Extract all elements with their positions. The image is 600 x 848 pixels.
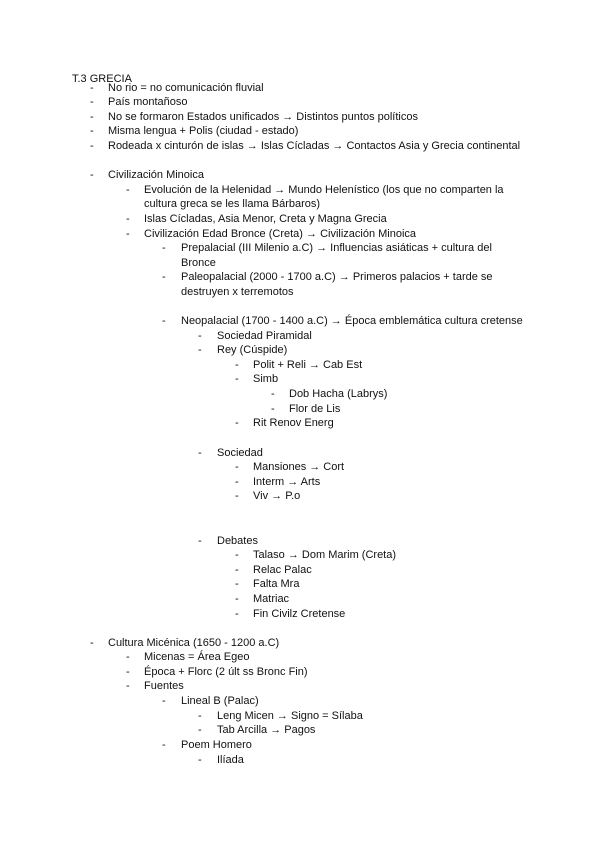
outline-item: Sociedad: [217, 447, 263, 459]
outline-item: Neopalacial (1700 - 1400 a.C) → Época emblemática cultura cretense: [181, 315, 523, 327]
bullet-dash: -: [235, 490, 239, 502]
outline-item: Civilización Minoica: [108, 169, 204, 181]
bullet-dash: -: [126, 213, 130, 225]
bullet-dash: -: [235, 373, 239, 385]
bullet-dash: -: [271, 403, 275, 415]
outline-item: Fuentes: [144, 680, 184, 692]
outline-item: Polit + Reli → Cab Est: [253, 359, 363, 371]
bullet-dash: -: [198, 724, 202, 736]
outline-item: Talaso → Dom Marim (Creta): [253, 549, 397, 561]
bullet-dash: -: [126, 228, 130, 240]
bullet-dash: -: [198, 330, 202, 342]
outline-item: Fin Civilz Cretense: [253, 608, 346, 620]
outline-item: Prepalacial (III Milenio a.C) → Influencias asiáticas + cultura del: [181, 242, 492, 254]
bullet-dash: -: [235, 564, 239, 576]
outline-item: Paleopalacial (2000 - 1700 a.C) → Primeros palacios + tarde se: [181, 271, 493, 283]
outline-item: Rit Renov Energ: [253, 417, 334, 429]
bullet-dash: -: [90, 637, 94, 649]
document-title: T.3 GRECIA: [72, 73, 132, 85]
bullet-dash: -: [90, 125, 94, 137]
bullet-dash: -: [90, 82, 94, 94]
bullet-dash: -: [198, 710, 202, 722]
bullet-dash: -: [235, 476, 239, 488]
outline-item: País montañoso: [108, 96, 188, 108]
outline-item: Bronce: [181, 257, 216, 269]
outline-item: Matriac: [253, 593, 290, 605]
bullet-dash: -: [162, 315, 166, 327]
bullet-dash: -: [198, 754, 202, 766]
outline-item: Relac Palac: [253, 564, 312, 576]
outline-item: Debates: [217, 535, 258, 547]
outline-item: Evolución de la Helenidad → Mundo Helenístico (los que no comparten la: [144, 184, 504, 196]
outline-item: Dob Hacha (Labrys): [289, 388, 388, 400]
outline-item: No se formaron Estados unificados → Distintos puntos políticos: [108, 111, 418, 123]
bullet-dash: -: [235, 549, 239, 561]
outline-item: Tab Arcilla → Pagos: [217, 724, 316, 736]
outline-item: Islas Cícladas, Asia Menor, Creta y Magna Grecia: [144, 213, 387, 225]
bullet-dash: -: [90, 169, 94, 181]
outline-item: Simb: [253, 373, 279, 385]
bullet-dash: -: [90, 96, 94, 108]
bullet-dash: -: [235, 593, 239, 605]
bullet-dash: -: [126, 680, 130, 692]
outline-item: No rio = no comunicación fluvial: [108, 82, 264, 94]
outline-item: Mansiones → Cort: [253, 461, 345, 473]
bullet-dash: -: [162, 242, 166, 254]
bullet-dash: -: [126, 666, 130, 678]
outline-item: Flor de Lis: [289, 403, 341, 415]
bullet-dash: -: [126, 651, 130, 663]
outline-item: Falta Mra: [253, 578, 300, 590]
bullet-dash: -: [126, 184, 130, 196]
outline-item: Cultura Micénica (1650 - 1200 a.C): [108, 637, 280, 649]
outline-item: Poem Homero: [181, 739, 252, 751]
outline-item: Misma lengua + Polis (ciudad - estado): [108, 125, 299, 137]
bullet-dash: -: [235, 608, 239, 620]
outline-item: Rodeada x cinturón de islas → Islas Cícladas → Contactos Asia y Grecia continental: [108, 140, 521, 152]
outline-item: Viv → P.o: [253, 490, 301, 502]
bullet-dash: -: [235, 417, 239, 429]
bullet-dash: -: [235, 461, 239, 473]
bullet-dash: -: [198, 447, 202, 459]
outline-item: cultura greca se les llama Bárbaros): [144, 198, 321, 210]
outline-item: Civilización Edad Bronce (Creta) → Civilización Minoica: [144, 228, 417, 240]
bullet-dash: -: [162, 695, 166, 707]
outline-item: Sociedad Piramidal: [217, 330, 312, 342]
outline-item: Interm → Arts: [253, 476, 321, 488]
bullet-dash: -: [271, 388, 275, 400]
bullet-dash: -: [235, 578, 239, 590]
outline-item: Época + Florc (2 últ ss Bronc Fin): [144, 666, 308, 678]
outline-item: Lineal B (Palac): [181, 695, 259, 707]
bullet-dash: -: [90, 140, 94, 152]
bullet-dash: -: [198, 535, 202, 547]
bullet-dash: -: [162, 739, 166, 751]
bullet-dash: -: [235, 359, 239, 371]
bullet-dash: -: [198, 344, 202, 356]
outline-item: Ilíada: [217, 754, 244, 766]
bullet-dash: -: [90, 111, 94, 123]
outline-item: Micenas = Área Egeo: [144, 651, 250, 663]
outline-item: Rey (Cúspide): [217, 344, 288, 356]
outline-item: Leng Micen → Signo = Sílaba: [217, 710, 363, 722]
bullet-dash: -: [162, 271, 166, 283]
outline-item: destruyen x terremotos: [181, 286, 294, 298]
